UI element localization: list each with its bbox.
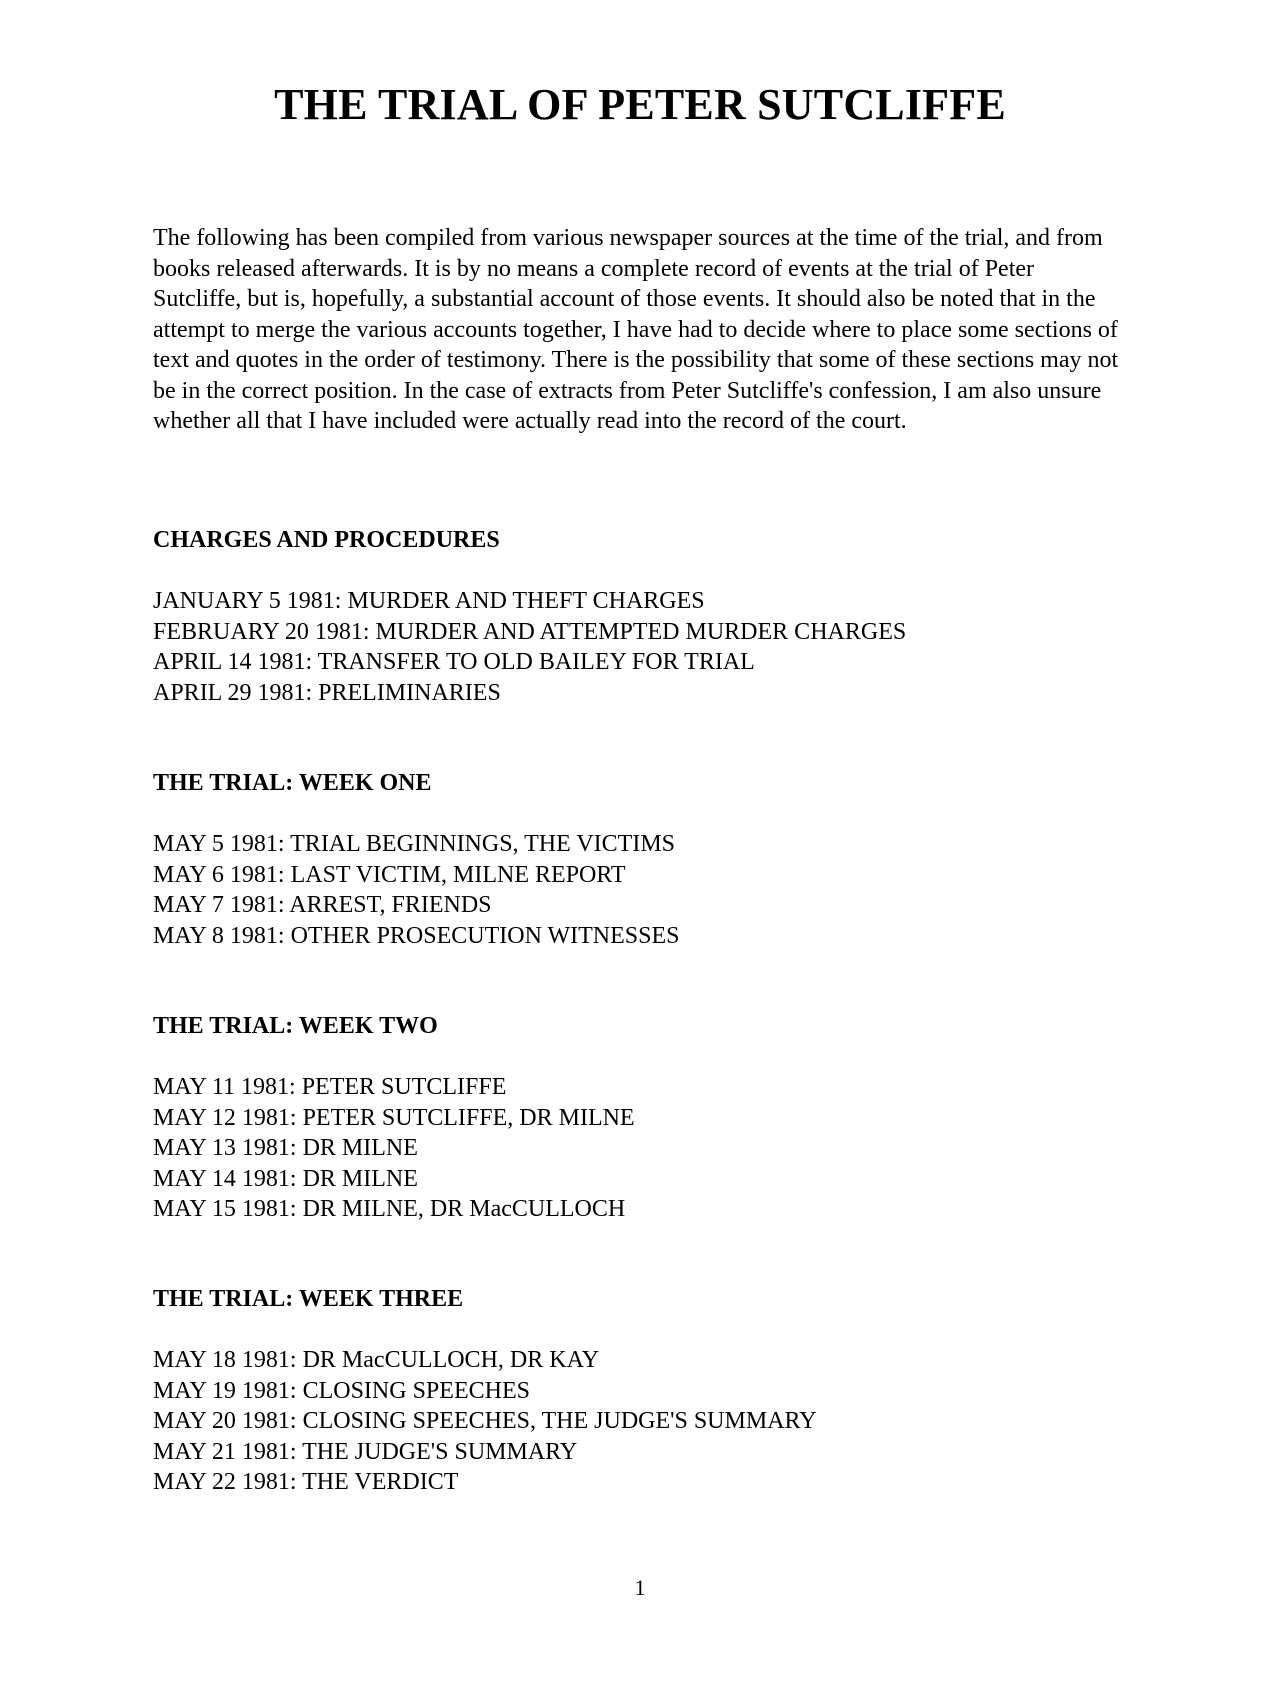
contents-entry[interactable]: MAY 8 1981: OTHER PROSECUTION WITNESSES <box>153 922 680 949</box>
section-heading-week-three: THE TRIAL: WEEK THREE <box>153 1286 464 1312</box>
intro-line: text and quotes in the order of testimony. There is the possibility that some of these sections may not <box>153 347 1119 373</box>
intro-line: books released afterwards. It is by no means a complete record of events at the trial of Peter <box>153 255 1035 282</box>
intro-line: whether all that I have included were actually read into the record of the court. <box>153 408 907 434</box>
contents-entry[interactable]: JANUARY 5 1981: MURDER AND THEFT CHARGES <box>153 588 705 614</box>
contents-entry[interactable]: MAY 11 1981: PETER SUTCLIFFE <box>153 1074 507 1100</box>
intro-line: attempt to merge the various accounts together, I have had to decide where to place some sections of <box>153 316 1118 343</box>
contents-entry[interactable]: FEBRUARY 20 1981: MURDER AND ATTEMPTED MURDER CHARGES <box>153 618 907 645</box>
intro-line: be in the correct position. In the case of extracts from Peter Sutcliffe's confession, I am also unsure <box>153 377 1102 404</box>
intro-line: Sutcliffe, but is, hopefully, a substantial account of those events. It should also be noted that in the <box>153 286 1096 312</box>
intro-line: The following has been compiled from various newspaper sources at the time of the trial, and from <box>153 225 1103 251</box>
section-heading-charges: CHARGES AND PROCEDURES <box>153 527 500 553</box>
contents-entry[interactable]: MAY 6 1981: LAST VICTIM, MILNE REPORT <box>153 861 626 888</box>
document-title: THE TRIAL OF PETER SUTCLIFFE <box>274 80 1006 129</box>
section-list-week-three <box>153 1345 817 1498</box>
section-list-week-two <box>153 1072 635 1225</box>
contents-entry[interactable]: MAY 12 1981: PETER SUTCLIFFE, DR MILNE <box>153 1104 635 1131</box>
section-heading-week-one: THE TRIAL: WEEK ONE <box>153 770 432 796</box>
page-number: 1 <box>634 1575 646 1600</box>
contents-entry[interactable]: MAY 5 1981: TRIAL BEGINNINGS, THE VICTIMS <box>153 831 676 857</box>
contents-entry[interactable]: MAY 13 1981: DR MILNE <box>153 1135 418 1161</box>
contents-entry[interactable]: APRIL 14 1981: TRANSFER TO OLD BAILEY FOR TRIAL <box>153 649 755 675</box>
contents-entry[interactable]: MAY 19 1981: CLOSING SPEECHES <box>153 1377 530 1404</box>
contents-entry[interactable]: MAY 14 1981: DR MILNE <box>153 1165 418 1192</box>
section-list-charges <box>153 586 906 708</box>
section-list-week-one <box>153 829 680 951</box>
contents-entry[interactable]: MAY 20 1981: CLOSING SPEECHES, THE JUDGE'S SUMMARY <box>153 1408 817 1434</box>
contents-entry[interactable]: MAY 21 1981: THE JUDGE'S SUMMARY <box>153 1438 578 1465</box>
section-heading-week-two: THE TRIAL: WEEK TWO <box>153 1013 438 1039</box>
contents-entry[interactable]: APRIL 29 1981: PRELIMINARIES <box>153 679 501 706</box>
contents-entry[interactable]: MAY 7 1981: ARREST, FRIENDS <box>153 892 492 918</box>
contents-entry[interactable]: MAY 15 1981: DR MILNE, DR MacCULLOCH <box>153 1196 626 1222</box>
contents-entry[interactable]: MAY 22 1981: THE VERDICT <box>153 1469 459 1495</box>
contents-entry[interactable]: MAY 18 1981: DR MacCULLOCH, DR KAY <box>153 1347 600 1373</box>
intro-paragraph <box>153 223 1183 437</box>
